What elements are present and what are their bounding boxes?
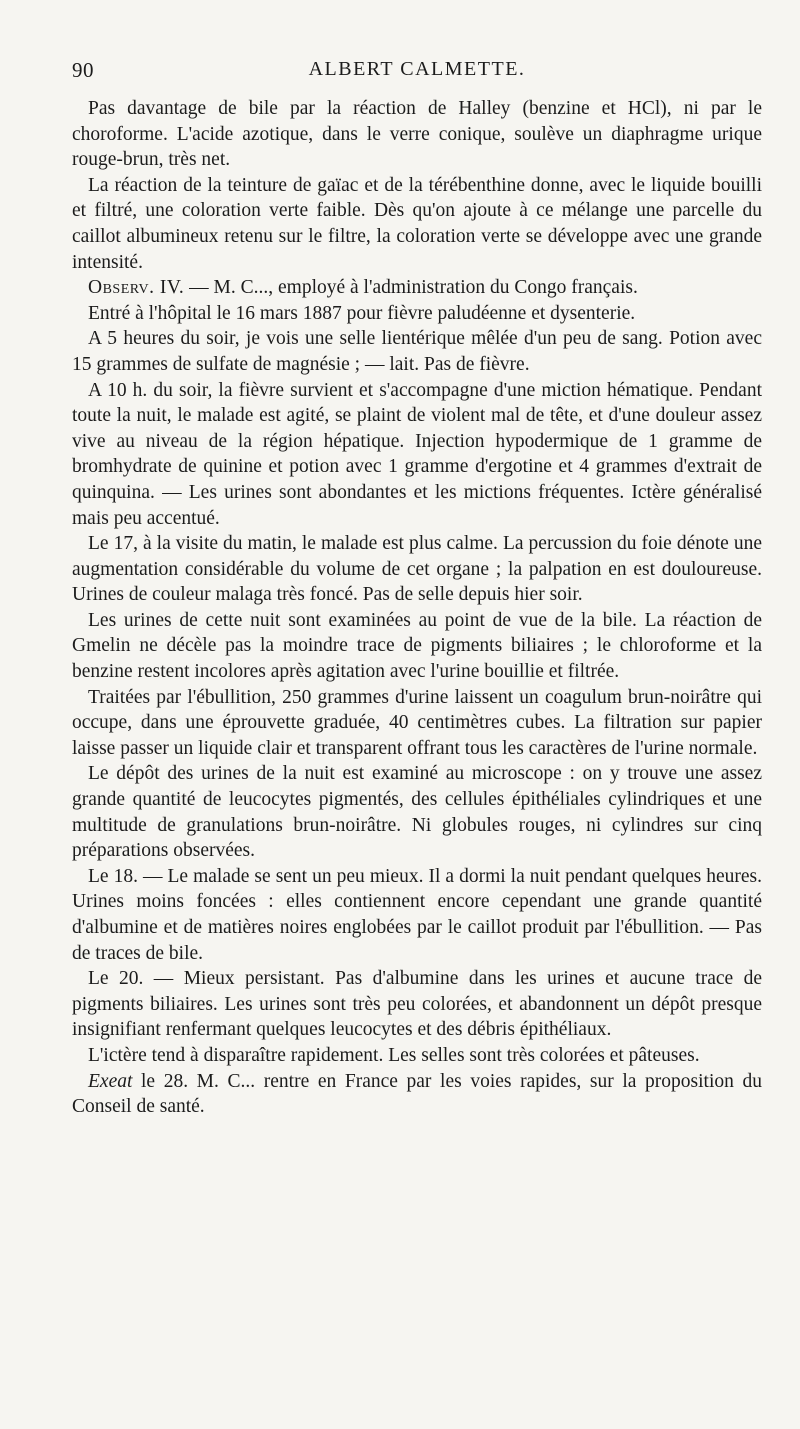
paragraph: Pas davantage de bile par la réaction de Halley (benzine et HCl), ni par le choroforme. L'acide azotique, dans le verre conique, soulève un diaphragme urique rouge-brun, très net. — [72, 98, 762, 171]
paragraph: A 10 h. du soir, la fièvre survient et s'accompagne d'une miction hématique. Pendant toute la nuit, le malade est agité, se plaint de violent mal de tête, et d'une douleur assez vive au niveau de la région hépatique. Injection hypodermique de 1 gramme de bromhydrate de quinine et potion avec 1 gramme d'ergotine et 4 grammes d'extrait de quinquina. — Les urines sont abondantes et les mictions fréquentes. Ictère généralisé mais peu accentué. — [72, 379, 762, 529]
paragraph: Les urines de cette nuit sont examinées au point de vue de la bile. La réaction de Gmelin ne décèle pas la moindre trace de pigments biliaires ; le chloroforme et la benzine restent incolores après agitation avec l'urine bouillie et filtrée. — [72, 609, 762, 683]
paragraph: Le dépôt des urines de la nuit est examiné au microscope : on y trouve une assez grande quantité de leucocytes pigmentés, des cellules épithéliales cylindriques et une multitude de granulations brun-noirâtre. Ni globules rouges, ni cylindres sur cinq préparations observées. — [72, 763, 762, 862]
paragraph: La réaction de la teinture de gaïac et de la térébenthine donne, avec le liquide bouilli et filtré, une coloration verte faible. Dès qu'on ajoute à ce mélange une parcelle du caillot albumineux retenu sur le filtre, la coloration verte se développe avec une grande intensité. — [72, 174, 762, 273]
paragraph: Entré à l'hôpital le 16 mars 1887 pour fièvre paludéenne et dysenterie. — [88, 302, 636, 324]
paragraph: Exeat le 28. M. C... rentre en France par les voies rapides, sur la proposition du Conseil de santé. — [72, 1070, 762, 1118]
running-title: ALBERT CALMETTE. — [308, 58, 526, 80]
paragraph: Observ. IV. — M. C..., employé à l'administration du Congo français. — [88, 277, 638, 299]
paragraph: L'ictère tend à disparaître rapidement. Les selles sont très colorées et pâteuses. — [88, 1044, 700, 1066]
body-text — [72, 96, 762, 1120]
page-number: 90 — [72, 58, 94, 82]
paragraph: Le 17, à la visite du matin, le malade est plus calme. La percussion du foie dénote une augmentation considérable du volume de cet organe ; la palpation en est douloureuse. Urines de couleur malaga très foncé. Pas de selle depuis hier soir. — [72, 533, 762, 606]
observation-heading: Observ. IV. — [88, 277, 185, 299]
page-header — [72, 58, 762, 88]
paragraph: Traitées par l'ébullition, 250 grammes d'urine laissent un coagulum brun-noirâtre qui occupe, dans une éprouvette graduée, 40 centimètres cubes. La filtration sur papier laisse passer un liquide clair et transparent offrant tous les caractères de l'urine normale. — [72, 686, 762, 759]
paragraph: Le 18. — Le malade se sent un peu mieux. Il a dormi la nuit pendant quelques heures. Urines moins foncées : elles contiennent encore cependant une grande quantité d'albumine et de matières noires englobées par le caillot produit par l'ébullition. — Pas de traces de bile. — [72, 865, 762, 964]
paragraph: A 5 heures du soir, je vois une selle lientérique mêlée d'un peu de sang. Potion avec 15 grammes de sulfate de magnésie ; — lait. Pas de fièvre. — [72, 328, 762, 375]
exeat-word: Exeat — [88, 1070, 133, 1092]
paragraph: Le 20. — Mieux persistant. Pas d'albumine dans les urines et aucune trace de pigments biliaires. Les urines sont très peu colorées, et abandonnent un dépôt presque insignifiant renfermant quelques leucocytes et des débris épithéliaux. — [72, 968, 762, 1041]
